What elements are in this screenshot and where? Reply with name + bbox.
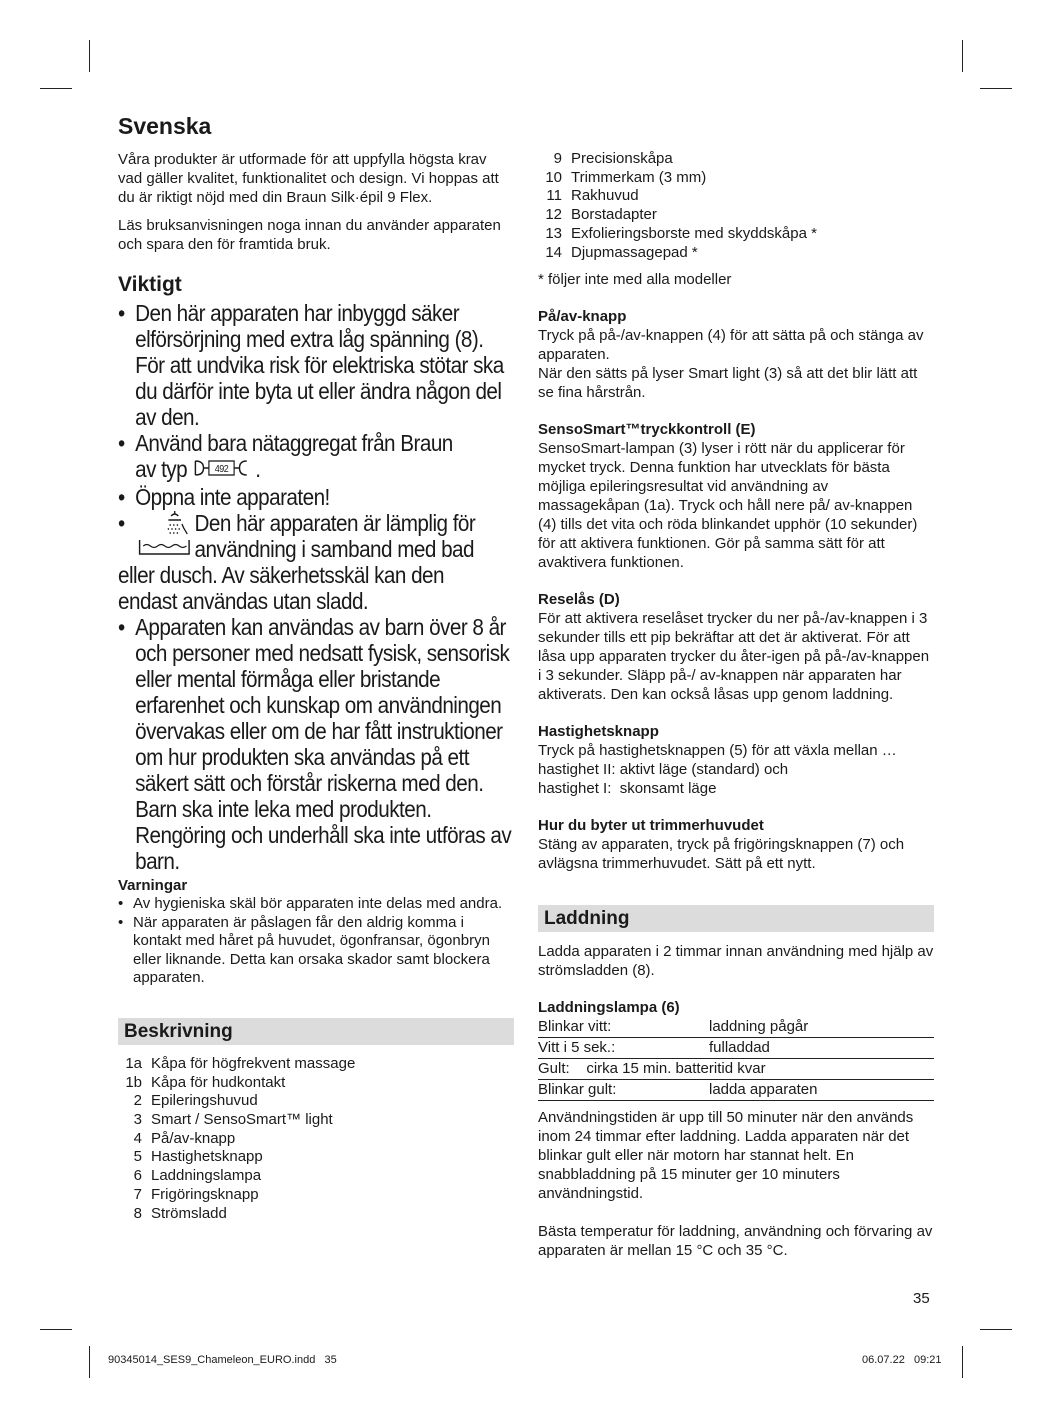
list-item <box>118 510 514 614</box>
list-item <box>118 914 514 988</box>
trimmer-text: Stäng av apparaten, tryck på frigöringsknappen (7) och avlägsna trimmerhuvudet. Sätt på ett nytt. <box>538 836 905 873</box>
list-item-text: Öppna inte apparaten! <box>135 484 330 511</box>
charging-title: Laddning <box>538 905 934 932</box>
type-prefix: av typ <box>135 456 188 482</box>
lamp-title: Laddningslampa (6) <box>538 999 680 1017</box>
list-item: 10 Trimmerkam (3 mm) <box>545 168 707 186</box>
right-column <box>538 150 934 1260</box>
list-item <box>118 300 514 430</box>
list-item-text: Av hygieniska skäl bör apparaten inte delas med andra. <box>133 895 503 913</box>
list-item: 1b Kåpa för hudkontakt <box>125 1073 286 1091</box>
list-item-text: Apparaten kan användas av barn över 8 år och personer med nedsatt fysisk, sensorisk eller mental förmåga eller bristande erfarenhet och kunskap om användningen övervakas eller om de har fått instruktioner om hur produkten ska användas på ett säkert sätt och förstår riskerna med den. Barn ska inte leka med produkten. Rengöring och underhåll ska inte utföras av barn. <box>135 614 512 875</box>
list-item: 2 Epileringshuvud <box>133 1092 258 1110</box>
bath-line: endast användas utan sladd. <box>118 588 369 615</box>
paragraph: hastighet II: aktivt läge (standard) och <box>538 761 789 779</box>
bullet: • <box>118 484 125 511</box>
speed-text <box>538 741 934 798</box>
footnote: * följer inte med alla modeller <box>538 271 732 289</box>
crop-mark <box>962 1346 963 1378</box>
list-item <box>118 430 514 484</box>
travellock-text: För att aktivera reselåset trycker du ner på-/av-knappen i 3 sekunder tills ett pip bekräftar att det är aktiverat. För att låsa upp apparaten trycker du åter-igen på på-/av-knappen i 3 sekunder. Släpp på-/ av-knappen när apparaten har aktiverats. Den kan också låsas upp genom laddning. <box>538 610 930 704</box>
page-number: 35 <box>913 1290 930 1307</box>
onoff-text <box>538 326 934 402</box>
list-item-text: När apparaten är påslagen får den aldrig komma i kontakt med håret på huvudet, ögonfransar, ögonbryn eller liknande. Detta kan orsaka skador samt blockera apparaten. <box>133 913 490 987</box>
bullet: • <box>118 300 125 326</box>
list-item: 8 Strömsladd <box>133 1204 227 1222</box>
usage-text: Användningstiden är upp till 50 minuter när den används inom 24 timmar efter laddning. Ladda apparaten när det blinkar gult eller när motorn har stannat helt. En snabbladdning på 15 minuter ger 10 minuters användningstid. <box>538 1109 914 1203</box>
list-item-text: Den här apparaten är lämplig för användning i samband med bad <box>194 510 476 563</box>
type-code: 492 <box>214 464 228 476</box>
crop-mark <box>89 40 90 72</box>
table-row: Blinkar gult: ladda apparaten <box>538 1080 934 1101</box>
list-item: 6 Laddningslampa <box>133 1167 262 1185</box>
crop-mark <box>980 1329 1012 1330</box>
list-item: 4 På/av-knapp <box>133 1129 236 1147</box>
temperature-text: Bästa temperatur för laddning, användning och förvaring av apparaten är mellan 15 °C och 35 °C. <box>538 1223 933 1260</box>
type-suffix: . <box>255 456 261 482</box>
table-row: Gult: cirka 15 min. batteritid kvar <box>538 1059 934 1080</box>
list-item: 5 Hastighetsknapp <box>133 1148 263 1166</box>
page-title: Svenska <box>118 113 212 139</box>
description-title: Beskrivning <box>118 1018 514 1045</box>
crop-mark <box>40 88 72 89</box>
onoff-title: På/av-knapp <box>538 308 627 326</box>
crop-mark <box>89 1346 90 1378</box>
list-item: 11 Rakhuvud <box>546 187 639 205</box>
power-supply-type-icon <box>192 457 255 484</box>
paragraph: hastighet I: skonsamt läge <box>538 780 717 798</box>
list-item: 13 Exfolieringsborste med skyddskåpa * <box>545 224 817 242</box>
intro-paragraph: Våra produkter är utformade för att uppfylla högsta krav vad gäller kvalitet, funktionalitet och design. Vi hoppas att du är riktigt nöjd med din Braun Silk·épil 9 Flex. <box>118 151 499 206</box>
bath-line: eller dusch. Av säkerhetsskäl kan den <box>118 562 444 589</box>
list-item <box>118 895 514 914</box>
important-list <box>118 300 514 874</box>
list-item <box>118 484 514 510</box>
charging-intro: Ladda apparaten i 2 timmar innan användning med hjälp av strömsladden (8). <box>538 943 934 980</box>
list-item <box>118 614 514 874</box>
left-column <box>118 112 514 1223</box>
charging-lamp-table <box>538 1017 934 1101</box>
shower-bath-icon <box>135 510 191 560</box>
list-item-text: Den här apparaten har inbyggd säker elförsörjning med extra låg spänning (8). För att undvika risk för elektriska stötar ska du därför inte byta ut eller ändra någon del av den. <box>135 300 504 430</box>
description-list-continued <box>538 150 934 262</box>
list-item: 3 Smart / SensoSmart™ light <box>133 1111 333 1129</box>
list-item: 1a Kåpa för högfrekvent massage <box>125 1054 356 1072</box>
trimmer-title: Hur du byter ut trimmerhuvudet <box>538 817 764 835</box>
list-item: 7 Frigöringsknapp <box>133 1185 259 1203</box>
travellock-title: Reselås (D) <box>538 591 620 609</box>
list-item: 12 Borstadapter <box>545 206 657 224</box>
bullet: • <box>118 614 125 641</box>
sensosmart-title: SensoSmart™tryckkontroll (E) <box>538 421 756 439</box>
warnings-title: Varningar <box>118 877 188 895</box>
bullet: • <box>118 895 124 913</box>
intro-paragraph: Läs bruksanvisningen noga innan du använder apparaten och spara den för framtida bruk. <box>118 217 501 253</box>
crop-mark <box>40 1329 72 1330</box>
paragraph: När den sätts på lyser Smart light (3) så att det blir lätt att se fina hårstrån. <box>538 365 918 402</box>
paragraph: Tryck på på-/av-knappen (4) för att sätta på och stänga av apparaten. <box>538 327 924 364</box>
warnings-list <box>118 895 514 988</box>
table-row: Blinkar vitt: laddning pågår <box>538 1017 934 1038</box>
important-title: Viktigt <box>118 273 182 296</box>
bullet: • <box>118 913 124 931</box>
table-row: Vitt i 5 sek.: fulladdad <box>538 1038 934 1059</box>
list-item: 14 Djupmassagepad * <box>545 243 698 261</box>
description-list <box>118 1055 514 1223</box>
slug-date: 06.07.22 09:21 <box>862 1354 942 1366</box>
paragraph: Tryck på hastighetsknappen (5) för att växla mellan … <box>538 742 897 760</box>
bullet: • <box>118 510 125 537</box>
crop-mark <box>962 40 963 72</box>
sensosmart-text: SensoSmart-lampan (3) lyser i rött när du applicerar för mycket tryck. Denna funktion har utvecklats för bästa möjliga epileringsresultat vid användning av massagekåpan (1a). Tryck och håll nere på/ av-knappen (4) tills det vita och röda blinkandet upphör (10 sekunder) för att aktivera funktionen. Gör på samma sätt för att avaktivera funktionen. <box>538 440 918 572</box>
slug-file: 90345014_SES9_Chameleon_EURO.indd 35 <box>108 1354 337 1366</box>
speed-title: Hastighetsknapp <box>538 723 659 741</box>
list-item: 9 Precisionskåpa <box>553 150 673 167</box>
crop-mark <box>980 88 1012 89</box>
bullet: • <box>118 430 125 456</box>
intro <box>118 150 514 254</box>
bath-row <box>118 510 514 562</box>
list-item-text: Använd bara nätaggregat från Braun <box>135 430 453 456</box>
